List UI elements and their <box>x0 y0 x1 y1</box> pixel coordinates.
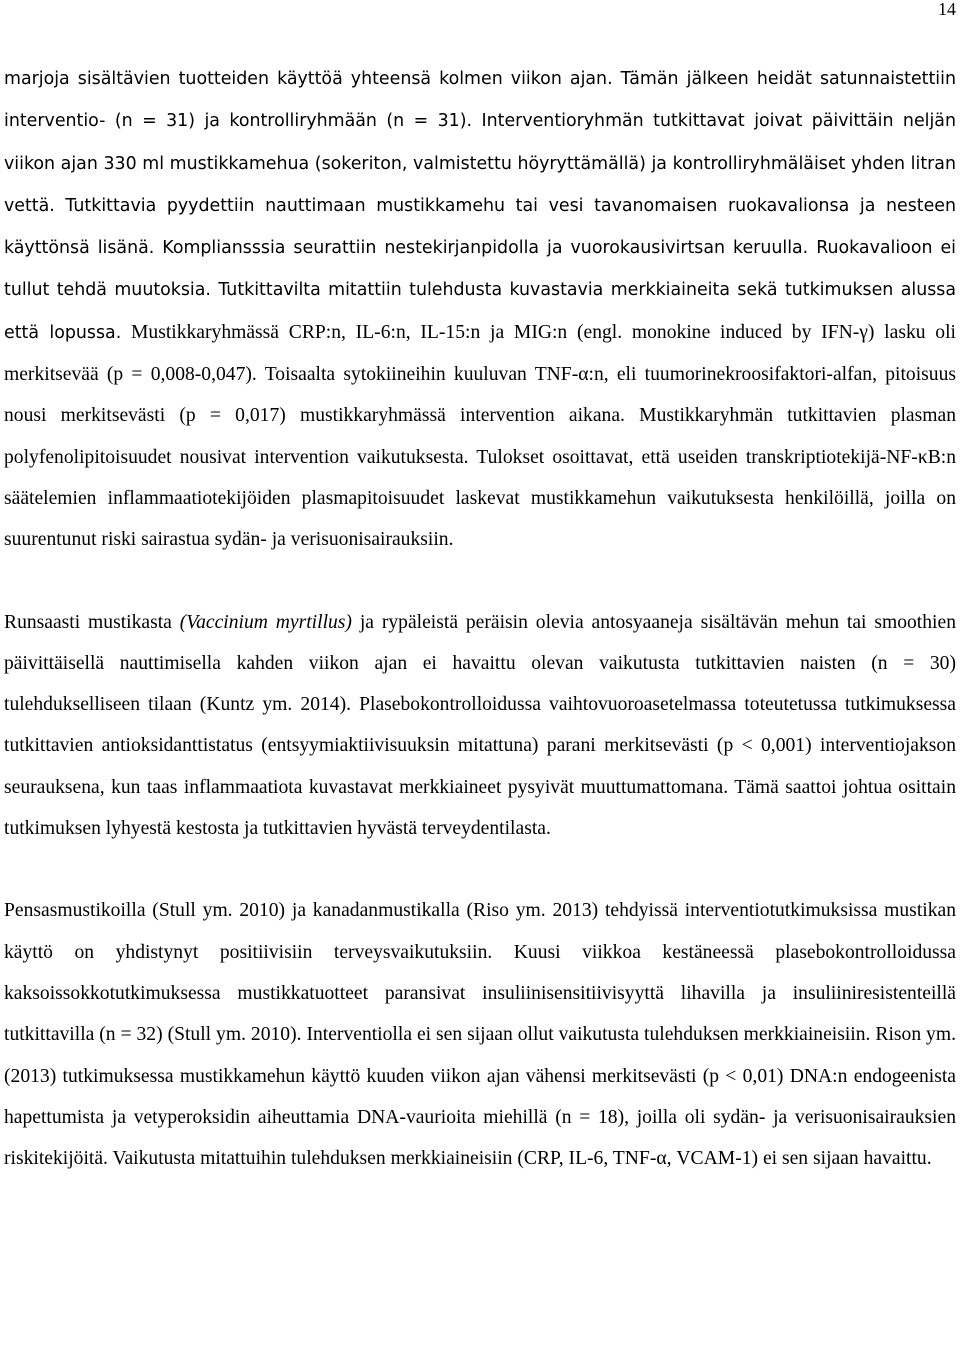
paragraph-blueberry-juice-intervention <box>4 58 956 561</box>
paragraph-text-segment: Runsaasti mustikasta <box>4 611 180 633</box>
body-text <box>4 58 956 1179</box>
paragraph-text-segment: Pensasmustikoilla (Stull ym. 2010) ja kanadanmustikalla (Riso ym. 2013) tehdyissä interventiotutkimuksissa mustikan käyttö on yhdistynyt positiivisiin terveysvaikutuksiin. Kuusi viikkoa kestäneessä plasebokontrolloidussa kaksoissokkotutkimuksessa mustikkatuotteet paransivat insuliinisensitiivisyyttä lihavilla ja insuliiniresistenteillä tutkittavilla (n = 32) (Stull ym. 2010). Interventiolla ei sen sijaan ollut vaikutusta tulehduksen merkkiaineisiin. Rison ym. (2013) tutkimuksessa mustikkamehun käyttö kuuden viikon ajan vähensi merkitsevästi (p < 0,01) DNA:n endogeenista hapettumista ja vetyperoksidin aiheuttamia DNA-vaurioita miehillä (n = 18), joilla oli sydän- ja verisuonisairauksien riskitekijöitä. Vaikutusta mitattuihin tulehduksen merkkiaineisiin (CRP, IL-6, TNF-α, VCAM-1) ei sen sijaan havaittu. <box>4 900 956 1170</box>
page-number: 14 <box>938 0 956 19</box>
paragraph-text-segment: marjoja sisältävien tuotteiden käyttöä yhteensä kolmen viikon ajan. Tämän jälkeen heidät satunnaistettiin interventio- (n = 31) ja kontrolliryhmään (n = 31). Interventioryhmän tutkittavat joivat päivittäin neljän viikon ajan 330 ml mustikkamehua (sokeriton, valmistettu höyryttämällä) ja kontrolliryhmäläiset yhden litran vettä. Tutkittavia pyydettiin nauttimaan mustikkamehu tai vesi tavanomaisen ruokavalionsa ja nesteen käyttönsä lisänä. Kompliansssia seurattiin nestekirjanpidolla ja vuorokausivirtsan keruulla. Ruokavalioon ei tullut tehdä muutoksia. Tutkittavilta mitattiin tulehdusta kuvastavia merkkiaineita sekä tutkimuksen alussa että lopussa. <box>4 69 956 343</box>
paragraph-bilberry-smoothie-study <box>4 602 956 850</box>
paragraph-text-segment: Mustikkaryhmässä CRP:n, IL-6:n, IL-15:n ja MIG:n (engl. monokine induced by IFN-γ) lasku oli merkitsevää (p = 0,008-0,047). Toisaalta sytokiineihin kuuluvan TNF-α:n, eli tuumorinekroosifaktori-alfan, pitoisuus nousi merkitsevästi (p = 0,017) mustikkaryhmässä intervention aikana. Mustikkaryhmän tutkittavien plasman polyfenolipitoisuudet nousivat intervention vaikutuksesta. Tulokset osoittavat, että useiden transkriptiotekijä-NF-κB:n säätelemien inflammaatiotekijöiden plasmapitoisuudet laskevat mustikkamehun vaikutuksesta henkilöillä, joilla on suurentunut riski sairastua sydän- ja verisuonisairauksiin. <box>4 321 956 551</box>
paragraph-highbush-blueberry-studies <box>4 890 956 1179</box>
species-name-italic: (Vaccinium myrtillus) <box>179 611 352 633</box>
paragraph-text-segment: ja rypäleistä peräisin olevia antosyaaneja sisältävän mehun tai smoothien päivittäisellä nauttimisella kahden viikon ajan ei havaittu olevan vaikutusta tutkittavien naisten (n = 30) tulehdukselliseen tilaan (Kuntz ym. 2014). Plasebokontrolloidussa vaihtovuoroasetelmassa toteutetussa tutkimuksessa tutkittavien antioksidanttistatus (entsyymiaktiivisuuksin mitattuna) parani merkitsevästi (p < 0,001) interventiojakson seurauksena, kun taas inflammaatiota kuvastavat merkkiaineet pysyivät muuttumattomana. Tämä saattoi johtua osittain tutkimuksen lyhyestä kestosta ja tutkittavien hyvästä terveydentilasta. <box>4 611 956 840</box>
